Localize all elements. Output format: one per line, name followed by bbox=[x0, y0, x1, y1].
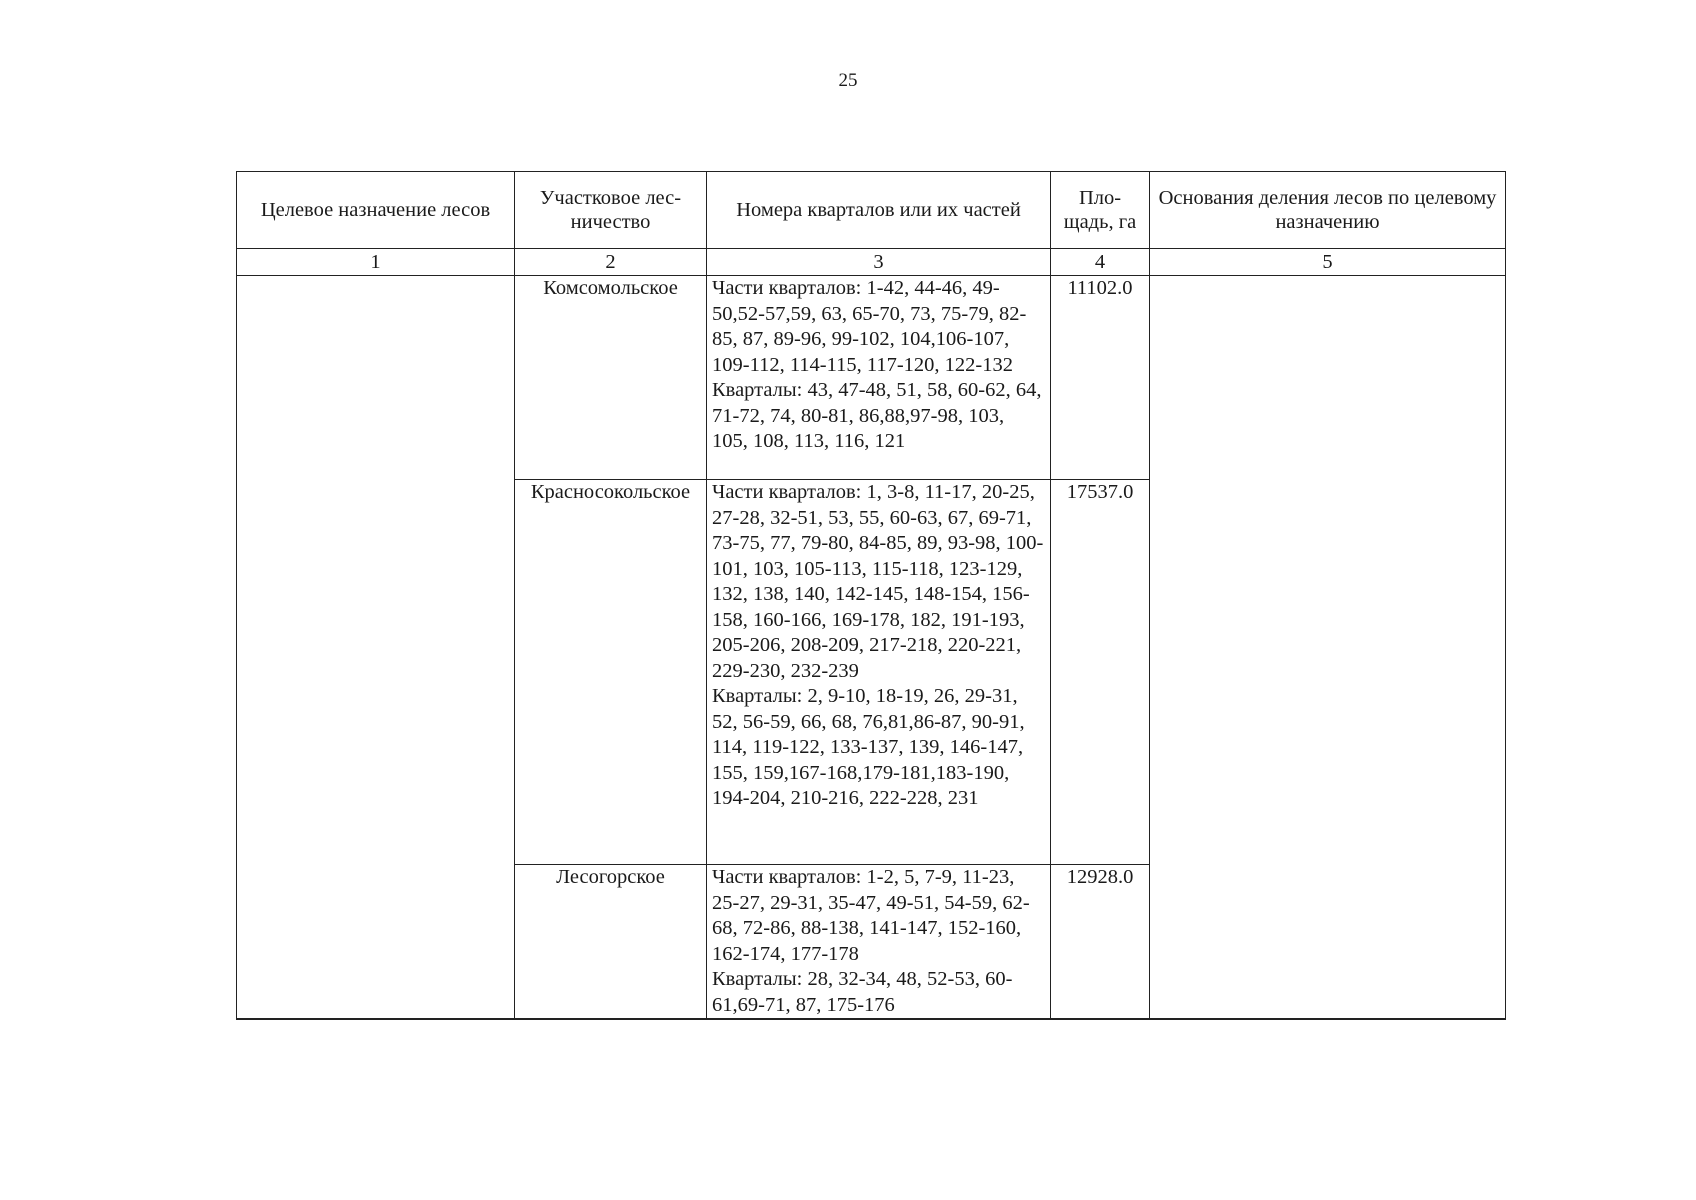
column-number: 3 bbox=[707, 249, 1051, 276]
header-basis: Основания деления лесов по целевому назначению bbox=[1150, 172, 1506, 249]
area-cell: 11102.0 bbox=[1051, 276, 1150, 480]
area-cell: 12928.0 bbox=[1051, 865, 1150, 1020]
quarters-cell bbox=[707, 865, 1051, 1020]
header-district: Участковое лес-ничество bbox=[515, 172, 707, 249]
column-number-row bbox=[237, 249, 1506, 276]
quarter-parts: Части кварталов: 1-42, 44-46, 49-50,52-57,59, 63, 65-70, 73, 75-79, 82-85, 87, 89-96, 99-102, 104,106-107, 109-112, 114-115, 117-120, 122-132 bbox=[712, 277, 1027, 376]
column-number: 1 bbox=[237, 249, 515, 276]
column-number: 4 bbox=[1051, 249, 1150, 276]
full-quarters: Кварталы: 28, 32-34, 48, 52-53, 60-61,69-71, 87, 175-176 bbox=[712, 968, 1013, 1016]
table-row bbox=[237, 276, 1506, 480]
quarter-parts: Части кварталов: 1, 3-8, 11-17, 20-25, 27-28, 32-51, 53, 55, 60-63, 67, 69-71, 73-75, 77, 79-80, 84-85, 89, 93-98, 100-101, 103, 105-113, 115-118, 123-129, 132, 138, 140, 142-145, 148-154, 156-158, 160-166, 169-178, 182, 191-193, 205-206, 208-209, 217-218, 220-221, 229-230, 232-239 bbox=[712, 481, 1044, 682]
basis-cell bbox=[1150, 276, 1506, 1020]
area-cell: 17537.0 bbox=[1051, 480, 1150, 865]
purpose-cell bbox=[237, 276, 515, 1020]
district-cell: Комсомольское bbox=[515, 276, 707, 480]
quarters-cell bbox=[707, 276, 1051, 480]
district-cell: Красносокольское bbox=[515, 480, 707, 865]
header-quarters: Номера кварталов или их частей bbox=[707, 172, 1051, 249]
forest-division-table bbox=[236, 171, 1506, 1020]
header-area: Пло-щадь, га bbox=[1051, 172, 1150, 249]
column-number: 5 bbox=[1150, 249, 1506, 276]
header-purpose: Целевое назначение лесов bbox=[237, 172, 515, 249]
full-quarters: Кварталы: 43, 47-48, 51, 58, 60-62, 64, 71-72, 74, 80-81, 86,88,97-98, 103, 105, 108, 113, 116, 121 bbox=[712, 379, 1042, 452]
page-number: 25 bbox=[838, 70, 858, 91]
full-quarters: Кварталы: 2, 9-10, 18-19, 26, 29-31, 52, 56-59, 66, 68, 76,81,86-87, 90-91, 114, 119-122, 133-137, 139, 146-147, 155, 159,167-168,179-181,183-190, 194-204, 210-216, 222-228, 231 bbox=[712, 685, 1025, 809]
district-cell: Лесогорское bbox=[515, 865, 707, 1020]
quarter-parts: Части кварталов: 1-2, 5, 7-9, 11-23, 25-27, 29-31, 35-47, 49-51, 54-59, 62-68, 72-86, 88-138, 141-147, 152-160, 162-174, 177-178 bbox=[712, 866, 1030, 965]
quarters-cell bbox=[707, 480, 1051, 865]
column-number: 2 bbox=[515, 249, 707, 276]
header-row bbox=[237, 172, 1506, 249]
